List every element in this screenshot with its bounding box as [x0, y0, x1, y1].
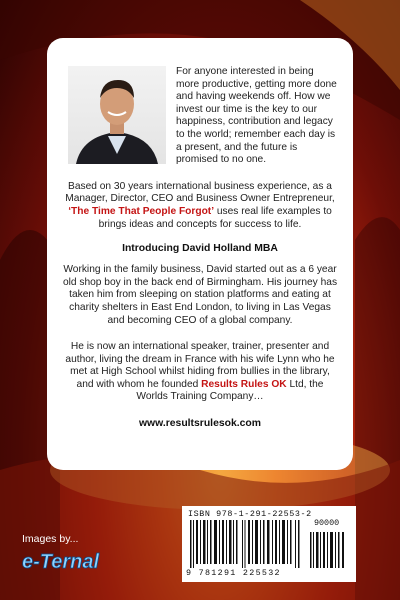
author-bio-paragraph-1: Working in the family business, David started out as a 6 year old shop boy in the back end of Birmingham. His journey has taken him from sleeping on station platforms and eating at charity shelters in East End London, to living in Las Vegas and becoming CEO of a global company.	[62, 264, 338, 326]
isbn-number: ISBN 978-1-291-22553-2	[188, 509, 312, 519]
description-text-start: Based on 30 years international business experience, as a Manager, Director, CEO and Business Owner Entrepreneur,	[65, 180, 335, 205]
isbn-barcode	[182, 506, 356, 582]
back-cover-text-panel	[47, 38, 353, 470]
intro-text: For anyone interested in being more productive, getting more done and having weekends off. How we invest our time is the key to our happiness, contribution and legacy to the world; remember each day is a present, and the future is promised to no one.	[176, 66, 337, 166]
book-title: ‘The Time That People Forgot’	[68, 205, 215, 217]
image-credits: Images by...	[22, 533, 79, 545]
main-barcode-bars	[190, 520, 300, 568]
bio-text-start: He is now an international speaker, trainer, presenter and author, living the dream in France with his wife Lynn who he met at High School whilst hiding from bullies in the library, and with whom he founded	[65, 341, 335, 390]
website-url[interactable]: www.resultsrulesok.com	[138, 418, 262, 430]
price-barcode-bars	[308, 520, 348, 568]
svg-text:e-Ternal: e-Ternal	[22, 551, 100, 573]
author-intro-row	[61, 56, 339, 167]
author-bio-paragraph-2	[61, 341, 339, 404]
description-text-end: uses real life examples to brings ideas and concepts for success to life.	[98, 205, 332, 230]
company-name: Results Rules OK	[201, 378, 287, 390]
price-code: 90000	[314, 518, 340, 528]
author-heading: Introducing David Holland MBA	[122, 243, 278, 255]
e-ternal-logo	[20, 548, 122, 574]
bio-text-end: Ltd, the Worlds Training Company…	[136, 378, 324, 403]
author-photo	[68, 66, 166, 164]
book-description	[61, 181, 339, 231]
barcode-digits: 9 781291 225532	[186, 568, 281, 578]
